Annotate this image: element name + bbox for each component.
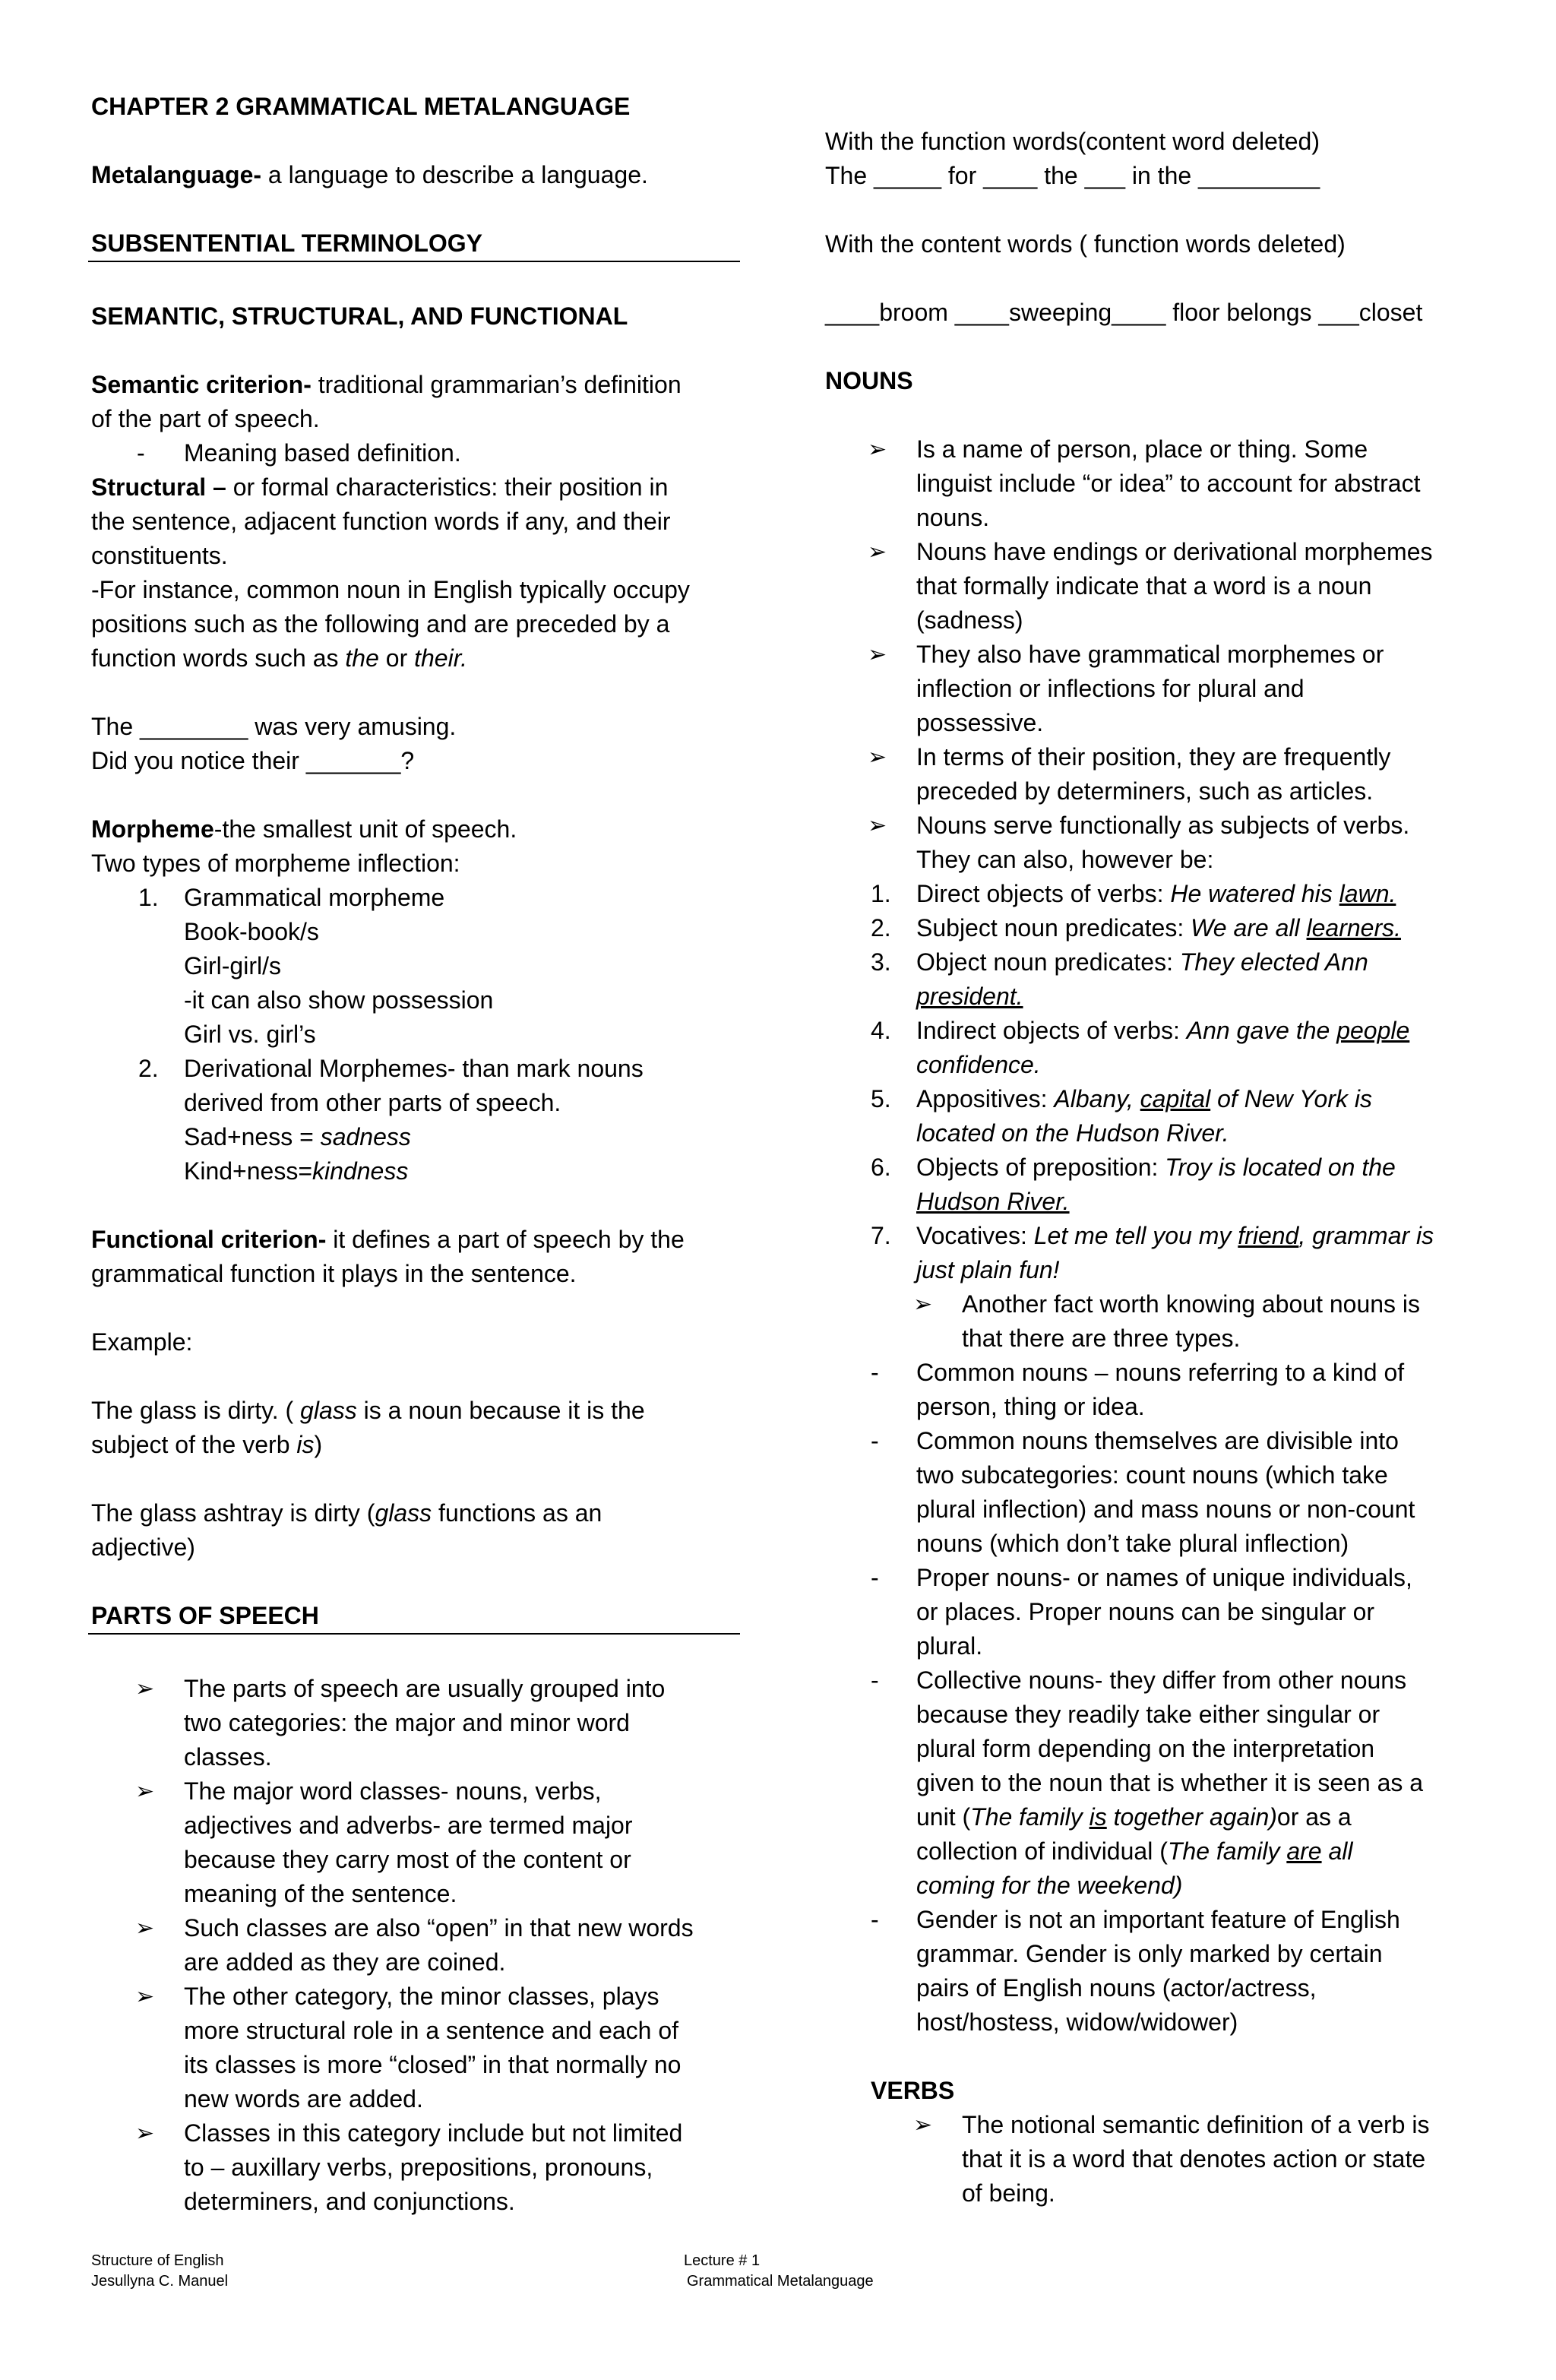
arrow-bullet-icon: ➢ — [135, 1676, 155, 1701]
list-item: - Common nouns themselves are divisible into two subcategories: count nouns (which take plural inflection) and mass nouns or non-count nouns (which don’t take plural inflection) — [871, 1427, 1415, 1557]
arrow-bullet-icon: ➢ — [135, 1779, 155, 1804]
arrow-bullet-icon: ➢ — [868, 813, 887, 838]
left-column — [91, 0, 738, 2219]
list-item: - Common nouns – nouns referring to a kind of person, thing or idea. — [871, 1359, 1405, 1420]
example-1: The glass is dirty. ( glass is a noun because it is the — [91, 1397, 645, 1424]
list-item: ➢ Is a name of person, place or thing. Some linguist include “or idea” to account for abstract nouns. — [825, 432, 1479, 535]
parts-of-speech-heading: PARTS OF SPEECH — [88, 1599, 740, 1635]
functional-criterion: Functional criterion- it defines a part of speech by the — [91, 1226, 685, 1253]
footer-lecture: Lecture # 1 — [684, 2252, 761, 2269]
arrow-bullet-icon: ➢ — [135, 1984, 155, 2009]
content-words-heading: With the content words ( function words deleted) — [825, 230, 1346, 258]
semantic-criterion-cont: of the part of speech. — [91, 405, 320, 432]
subsentential-heading: SUBSENTENTIAL TERMINOLOGY — [88, 226, 740, 262]
list-item: 7. Vocatives: Let me tell you my friend, grammar is just plain fun! — [871, 1222, 1434, 1283]
functional-cont: grammatical function it plays in the sentence. — [91, 1260, 577, 1287]
list-item: 6. Objects of preposition: Troy is located on the Hudson River. — [871, 1154, 1396, 1215]
instance-line-2: positions such as the following and are preceded by a — [91, 610, 670, 638]
metalanguage-definition: Metalanguage- a language to describe a language. — [91, 161, 648, 188]
ssf-heading: SEMANTIC, STRUCTURAL, AND FUNCTIONAL — [91, 302, 628, 330]
noun-functions-list — [825, 877, 1479, 1287]
list-item: ➢ Nouns have endings or derivational morphemes that formally indicate that a word is a noun (sadness) — [825, 535, 1479, 638]
function-words-line: The _____ for ____ the ___ in the _________ — [825, 162, 1320, 189]
list-item: 2. Derivational Morphemes- than mark nouns — [138, 1055, 644, 1082]
nouns-heading: NOUNS — [825, 367, 913, 394]
gm-possession: -it can also show possession — [184, 986, 494, 1014]
list-item: ➢ Nouns serve functionally as subjects of verbs. They can also, however be: — [825, 809, 1479, 877]
gm-example-girl: Girl-girl/s — [184, 952, 281, 980]
morpheme-definition: Morpheme-the smallest unit of speech. — [91, 815, 517, 843]
meaning-based-item: - Meaning based definition. — [137, 439, 461, 467]
dm-kindness: Kind+ness=kindness — [184, 1157, 409, 1185]
chapter-title: CHAPTER 2 GRAMMATICAL METALANGUAGE — [91, 93, 631, 120]
footer-right — [684, 2251, 874, 2292]
verbs-heading: VERBS — [871, 2077, 955, 2104]
example-1-cont: subject of the verb is) — [91, 1431, 323, 1458]
footer-left — [91, 2251, 228, 2292]
list-item: 1. Grammatical morpheme — [138, 884, 445, 911]
noun-types-list — [825, 1356, 1479, 2040]
footer-author: Jesullyna C. Manuel — [91, 2273, 229, 2290]
list-item: - Gender is not an important feature of English grammar. Gender is only marked by certain pairs of English nouns (actor/actress, host/hostess, widow/widower) — [871, 1906, 1400, 2036]
list-item: ➢ Another fact worth knowing about nouns is that there are three types. — [825, 1287, 1479, 1356]
footer-course: Structure of English — [91, 2252, 224, 2269]
two-types-line: Two types of morpheme inflection: — [91, 850, 460, 877]
noun-bullets — [825, 432, 1479, 877]
blank-sentence-2: Did you notice their _______? — [91, 747, 415, 774]
dm-sadness: Sad+ness = sadness — [184, 1123, 411, 1150]
parts-bullets — [91, 1672, 738, 2219]
structural-cont-2: constituents. — [91, 542, 228, 569]
example-2-cont: adjective) — [91, 1533, 195, 1561]
instance-line-1: -For instance, common noun in English typically occupy — [91, 576, 690, 603]
arrow-bullet-icon: ➢ — [913, 2113, 933, 2138]
list-item: 2. Subject noun predicates: We are all learners. — [871, 914, 1401, 942]
semantic-criterion: Semantic criterion- traditional grammarian’s definition — [91, 371, 682, 398]
structural-criterion: Structural – or formal characteristics: their position in — [91, 473, 669, 501]
gm-example-book: Book-book/s — [184, 918, 319, 945]
list-item: 5. Appositives: Albany, capital of New York is located on the Hudson River. — [871, 1085, 1372, 1147]
list-item: ➢ Such classes are also “open” in that new words are added as they are coined. — [91, 1911, 738, 1980]
instance-line-3: function words such as the or their. — [91, 644, 468, 672]
list-item: ➢ Classes in this category include but not limited to – auxillary verbs, prepositions, pronouns, determiners, and conjunctions. — [91, 2116, 738, 2219]
list-item: ➢ The parts of speech are usually grouped into two categories: the major and minor word classes. — [91, 1672, 738, 1774]
arrow-bullet-icon: ➢ — [135, 2121, 155, 2146]
list-item: ➢ They also have grammatical morphemes or inflection or inflections for plural and possessive. — [825, 638, 1479, 740]
arrow-bullet-icon: ➢ — [868, 437, 887, 462]
list-item: 3. Object noun predicates: They elected Ann president. — [871, 948, 1368, 1010]
list-item: ➢ The other category, the minor classes, plays more structural role in a sentence and each of its classes is more “closed” in that normally no new words are added. — [91, 1980, 738, 2116]
footer-topic: Grammatical Metalanguage — [687, 2273, 874, 2290]
example-label: Example: — [91, 1328, 193, 1356]
structural-cont-1: the sentence, adjacent function words if any, and their — [91, 508, 671, 535]
arrow-bullet-icon: ➢ — [868, 540, 887, 565]
right-column — [825, 0, 1479, 2211]
list-item: - Proper nouns- or names of unique individuals, or places. Proper nouns can be singular or plural. — [871, 1564, 1412, 1660]
list-item: ➢ The major word classes- nouns, verbs, adjectives and adverbs- are termed major because they carry most of the content or meaning of the sentence. — [91, 1774, 738, 1911]
list-item: 1. Direct objects of verbs: He watered his lawn. — [871, 880, 1396, 907]
arrow-bullet-icon: ➢ — [913, 1292, 933, 1317]
gm-girl-vs: Girl vs. girl’s — [184, 1021, 316, 1048]
arrow-bullet-icon: ➢ — [135, 1916, 155, 1941]
example-2: The glass ashtray is dirty (glass functions as an — [91, 1499, 602, 1527]
arrow-bullet-icon: ➢ — [868, 745, 887, 770]
arrow-bullet-icon: ➢ — [868, 642, 887, 667]
list-item: 4. Indirect objects of verbs: Ann gave the people confidence. — [871, 1017, 1410, 1078]
function-words-heading: With the function words(content word deleted) — [825, 128, 1320, 155]
blank-sentence-1: The ________ was very amusing. — [91, 713, 457, 740]
list-item: ➢ In terms of their position, they are frequently preceded by determiners, such as articles. — [825, 740, 1479, 809]
content-words-line: ____broom ____sweeping____ floor belongs ___closet — [825, 299, 1423, 326]
dm-line-2: derived from other parts of speech. — [184, 1089, 561, 1116]
list-item: ➢ The notional semantic definition of a verb is that it is a word that denotes action or state of being. — [825, 2108, 1479, 2211]
list-item: - Collective nouns- they differ from other nouns because they readily take either singular or plural form depending on the interpretation given to the noun that is whether it is seen as a unit (The family is together again)or as a collection of individual (The family are all coming for the weekend) — [871, 1666, 1424, 1899]
